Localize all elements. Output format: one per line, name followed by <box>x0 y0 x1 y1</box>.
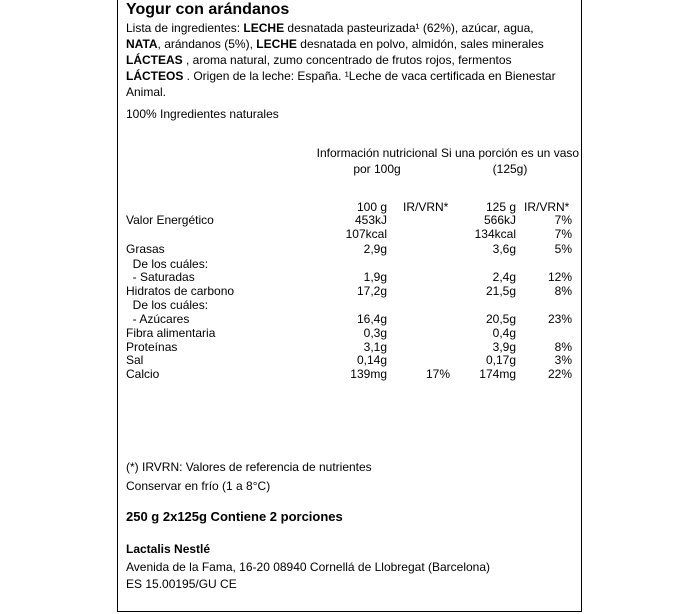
row-value-100g: 0,3g <box>363 326 387 340</box>
natural-claim: 100% Ingredientes naturales <box>126 107 279 121</box>
row-value-100g: 17,2g <box>356 284 387 298</box>
allergen-text: LECHE <box>243 21 285 35</box>
row-value-125g: 21,5g <box>485 284 516 298</box>
row-label: De los cuáles: <box>126 298 209 312</box>
storage-instructions: Conservar en frío (1 a 8°C) <box>126 479 271 493</box>
col-header-ir-125g: IR/VRN* <box>524 200 570 214</box>
row-value-125g: 3,9g <box>492 340 516 354</box>
row-ir-100g: 17% <box>425 367 450 381</box>
row-value-125g: 0,4g <box>492 326 516 340</box>
row-ir-125g: 7% <box>554 227 572 241</box>
row-ir-125g: 8% <box>554 340 572 354</box>
allergen-text: LÁCTEOS <box>126 69 184 83</box>
row-label: Fibra alimentaria <box>126 326 216 340</box>
row-label: Calcio <box>126 367 160 381</box>
row-value-100g: 0,14g <box>356 353 387 367</box>
row-value-125g: 3,6g <box>492 242 516 256</box>
row-label: - Saturadas <box>126 270 195 284</box>
row-label: Valor Energético <box>126 213 214 227</box>
row-ir-125g: 7% <box>554 213 572 227</box>
package-info: 250 g 2x125g Contiene 2 porciones <box>126 509 343 524</box>
row-ir-125g: 23% <box>547 312 572 326</box>
row-label: - Azúcares <box>126 312 190 326</box>
row-value-100g: 1,9g <box>363 270 387 284</box>
row-ir-125g: 3% <box>554 353 572 367</box>
row-label: De los cuáles: <box>126 257 209 271</box>
row-value-100g: 2,9g <box>363 242 387 256</box>
header-line: por 100g <box>353 162 401 176</box>
row-label: Grasas <box>126 242 165 256</box>
product-title: Yogur con arándanos <box>126 1 290 18</box>
row-ir-125g: 12% <box>547 270 572 284</box>
ingredients-text: , aroma natural, zumo concentrado de frutos rojos, fermentos <box>182 53 512 67</box>
row-value-100g: 3,1g <box>363 340 387 354</box>
row-label: Sal <box>126 353 144 367</box>
health-mark: ES 15.00195/GU CE <box>126 577 237 591</box>
header-per-portion <box>440 145 580 177</box>
row-value-125g: 0,17g <box>485 353 516 367</box>
ingredients-text: desnatada pasteurizada¹ (62%), azúcar, agua, <box>284 21 534 35</box>
row-ir-125g: 22% <box>547 367 572 381</box>
ingredients-list <box>126 20 566 100</box>
allergen-text: NATA <box>126 37 158 51</box>
ingredients-text: Lista de ingredientes: <box>126 21 244 35</box>
row-value-125g: 20,5g <box>485 312 516 326</box>
row-label: Hidratos de carbono <box>126 284 235 298</box>
row-value-125g: 2,4g <box>492 270 516 284</box>
row-value-125g: 174mg <box>479 367 516 381</box>
allergen-text: LÁCTEAS <box>126 53 183 67</box>
header-line: Si una porción es un vaso <box>440 146 580 160</box>
company-name: Lactalis Nestlé <box>126 542 211 556</box>
header-line: Información nutricional <box>316 146 438 160</box>
row-ir-125g: 8% <box>554 284 572 298</box>
row-ir-125g: 5% <box>554 242 572 256</box>
company-address: Avenida de la Fama, 16-20 08940 Cornellá de Llobregat (Barcelona) <box>126 560 491 574</box>
row-label: Proteínas <box>126 340 178 354</box>
row-value-125g: 134kcal <box>474 227 516 241</box>
row-value-100g: 107kcal <box>345 227 387 241</box>
row-value-100g: 16,4g <box>356 312 387 326</box>
header-per-100g <box>312 145 442 177</box>
row-value-100g: 453kJ <box>354 213 387 227</box>
col-header-ir-100g: IR/VRN* <box>403 200 449 214</box>
ingredients-text: , arándanos (5%), <box>157 37 257 51</box>
ingredients-text: desnatada en polvo, almidón, sales minerales <box>296 37 544 51</box>
row-value-125g: 566kJ <box>483 213 516 227</box>
header-line: (125g) <box>492 162 528 176</box>
ingredients-text: . Origen de la leche: España. ¹Leche de vaca certificada en Bienestar Animal. <box>126 69 556 99</box>
col-header-100g: 100 g <box>356 200 387 214</box>
row-value-100g: 139mg <box>350 367 387 381</box>
col-header-125g: 125 g <box>485 200 516 214</box>
allergen-text: LECHE <box>256 37 297 51</box>
irvrn-footnote: (*) IRVRN: Valores de referencia de nutrientes <box>126 460 372 474</box>
